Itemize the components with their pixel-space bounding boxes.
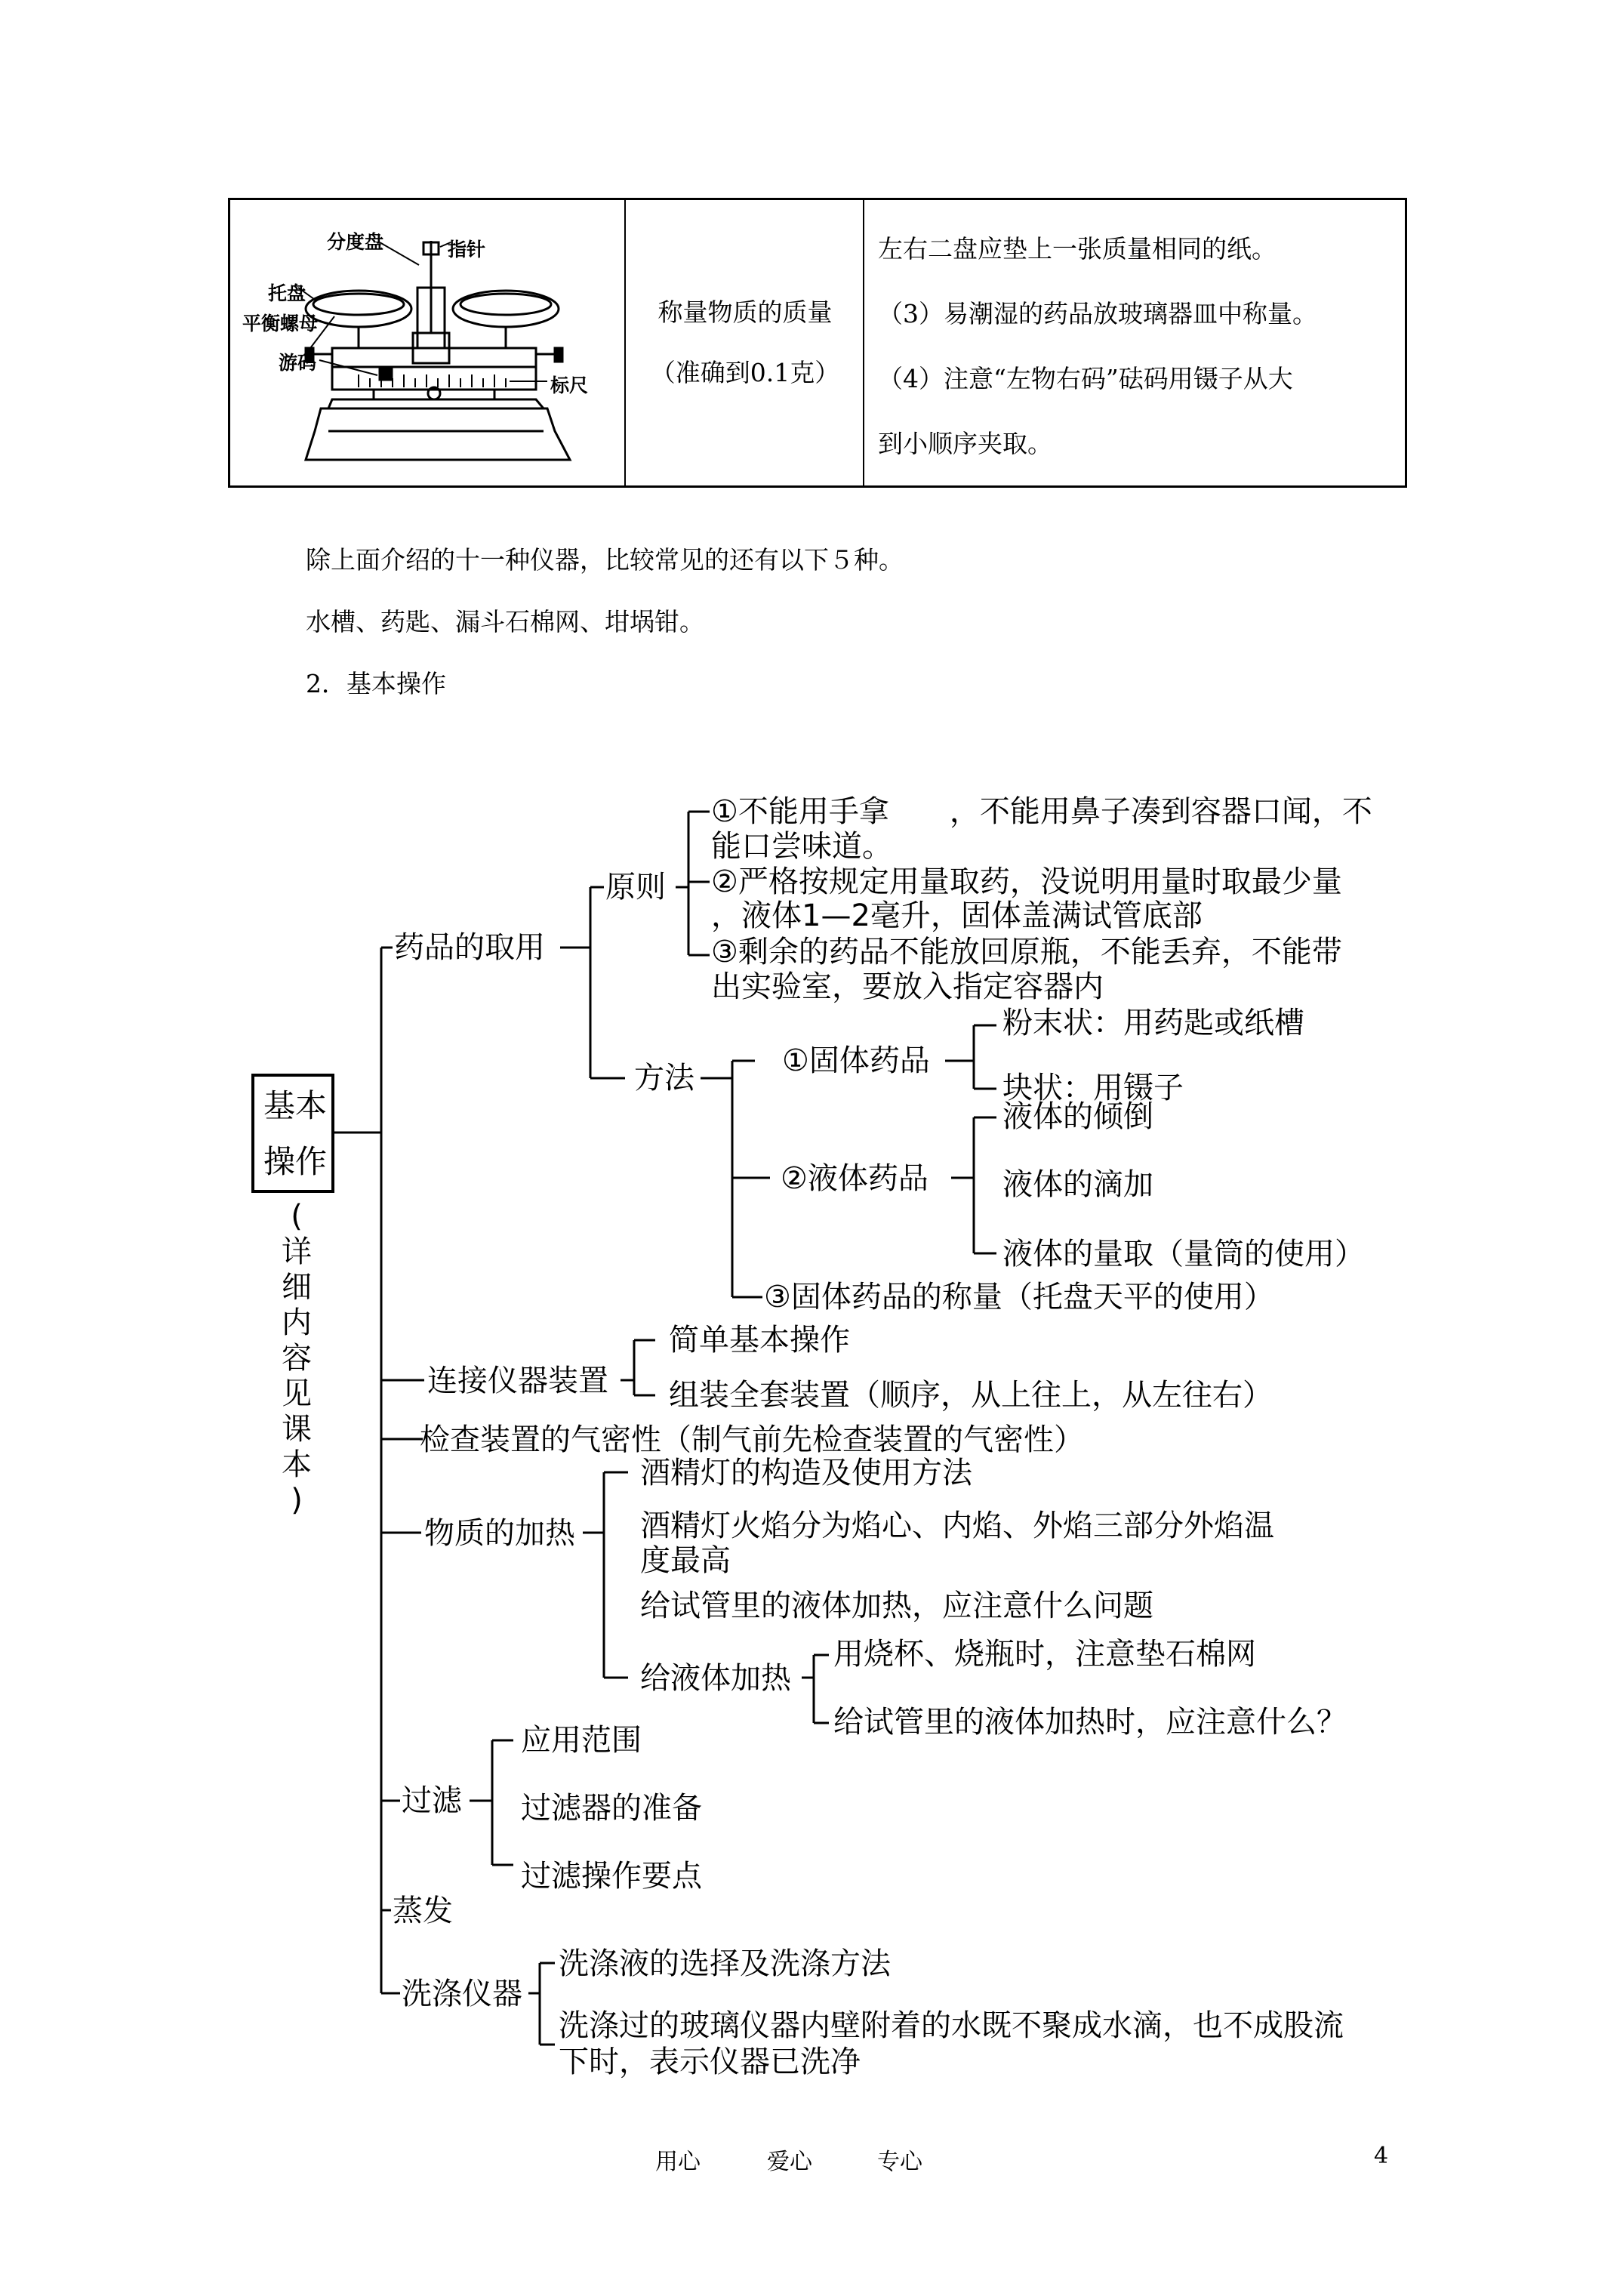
node-filter: 过滤 (402, 1783, 462, 1818)
root-note (278, 1199, 316, 1518)
node-heating: 物质的加热 (424, 1516, 575, 1551)
label-pointer: 指针 (448, 239, 486, 260)
node-powder: 粉末状：用药匙或纸槽 (1002, 1006, 1304, 1040)
operation-precision: （准确到0.1克） (650, 358, 840, 387)
section-heading: 2．基本操作 (306, 669, 446, 698)
node-evaporate: 蒸发 (393, 1894, 453, 1928)
footer-motto: 爱心 (767, 2149, 812, 2175)
note-char: ( (291, 1199, 303, 1234)
node-principle-3b: 出实验室，要放入指定容器内 (711, 969, 1104, 1004)
footer-motto: 用心 (655, 2149, 701, 2175)
node-filter-points: 过滤操作要点 (521, 1859, 702, 1894)
label-screw: 平衡螺母 (242, 313, 319, 334)
label-scale: 标尺 (550, 374, 589, 396)
paragraph: 除上面介绍的十一种仪器，比较常见的还有以下５种。 (306, 545, 904, 575)
node-tube-question: 给试管里的液体加热时，应注意什么？ (833, 1705, 1347, 1740)
node-beaker: 用烧杯、烧瓶时，注意垫石棉网 (833, 1637, 1256, 1672)
node-solid: ①固体药品 (782, 1043, 930, 1078)
note-char: 详 (282, 1234, 312, 1269)
page-number: 4 (1374, 2143, 1389, 2169)
node-drip: 液体的滴加 (1002, 1167, 1153, 1202)
note-line: 到小顺序夹取。 (878, 429, 1052, 458)
node-principle-2b: ，液体1—2毫升，固体盖满试管底部 (711, 898, 1203, 933)
node-simple: 简单基本操作 (669, 1323, 850, 1358)
operation-name: 称量物质的质量 (658, 297, 833, 327)
note-char: 见 (282, 1376, 312, 1411)
note-char: 容 (282, 1341, 312, 1376)
note-char: ) (291, 1483, 303, 1518)
node-airtight: 检查装置的气密性（制气前先检查装置的气密性） (420, 1422, 1084, 1457)
node-flame-b: 度最高 (640, 1543, 731, 1578)
node-principle-1: ①不能用手拿 ，不能用鼻子凑到容器口闻，不 (711, 794, 1372, 829)
note-char: 课 (282, 1412, 312, 1447)
node-filter-prep: 过滤器的准备 (521, 1791, 702, 1826)
label-rider: 游码 (279, 352, 317, 374)
node-drug-taking: 药品的取用 (394, 930, 545, 965)
note-char: 内 (282, 1305, 312, 1340)
paragraph: 水槽、药匙、漏斗石棉网、坩埚钳。 (306, 607, 704, 636)
root-node (251, 1074, 334, 1193)
node-clean: 洗涤过的玻璃仪器内壁附着的水既不聚成水滴，也不成股流 (559, 2008, 1344, 2043)
note-char: 细 (282, 1270, 312, 1305)
node-weigh: ③固体药品的称量（托盘天平的使用） (764, 1280, 1274, 1314)
node-measure: 液体的量取（量筒的使用） (1002, 1237, 1365, 1271)
note-line: （3）易潮湿的药品放玻璃器皿中称量。 (878, 299, 1317, 328)
node-wash-liquid: 洗涤液的选择及洗涤方法 (559, 1946, 891, 1981)
root-line: 基本 (263, 1087, 328, 1124)
node-lamp: 酒精灯的构造及使用方法 (640, 1456, 972, 1490)
note-char: 本 (282, 1447, 312, 1482)
footer-motto: 专心 (877, 2149, 922, 2175)
node-liquid-heat: 给液体加热 (640, 1661, 791, 1696)
node-pour: 液体的倾倒 (1002, 1099, 1153, 1134)
node-principle: 原则 (605, 870, 666, 905)
node-principle-3: ③剩余的药品不能放回原瓶，不能丢弃，不能带 (711, 935, 1342, 969)
node-scope: 应用范围 (521, 1723, 642, 1758)
node-connect: 连接仪器装置 (427, 1364, 608, 1398)
node-clean-b: 下时，表示仪器已洗净 (559, 2045, 861, 2079)
root-line: 操作 (263, 1143, 328, 1180)
label-tray: 托盘 (268, 282, 306, 304)
node-block: 块状：用镊子 (1002, 1071, 1184, 1105)
node-flame: 酒精灯火焰分为焰心、内焰、外焰三部分外焰温 (640, 1509, 1274, 1543)
node-liquid: ②液体药品 (781, 1161, 929, 1196)
note-line: （4）注意“左物右码”砝码用镊子从大 (878, 364, 1293, 393)
node-assemble: 组装全套装置（顺序，从上往上，从左往右） (669, 1378, 1273, 1413)
node-principle-1b: 能口尝味道。 (711, 829, 892, 864)
note-line: 左右二盘应垫上一张质量相同的纸。 (878, 234, 1277, 264)
node-tube-heat: 给试管里的液体加热，应注意什么问题 (640, 1589, 1153, 1623)
label-dial: 分度盘 (327, 231, 384, 253)
node-method: 方法 (634, 1061, 694, 1096)
node-principle-2: ②严格按规定用量取药，没说明用量时取最少量 (711, 864, 1342, 899)
node-wash: 洗涤仪器 (402, 1977, 522, 2011)
